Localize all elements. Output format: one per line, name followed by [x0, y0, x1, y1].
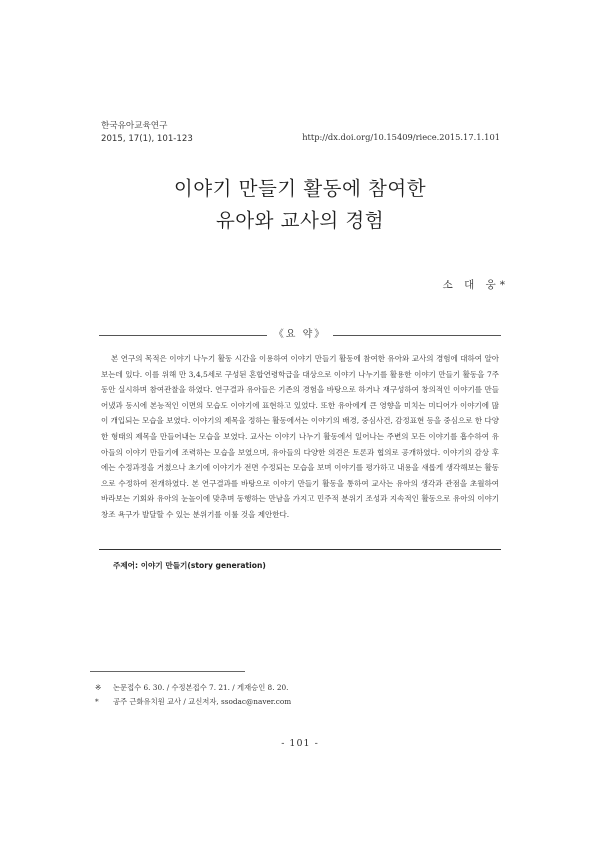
abstract-heading: [99, 328, 501, 342]
paper-title-line2: 유아와 교사의 경험: [215, 209, 385, 232]
paper-title-line1: 이야기 만들기 활동에 참여한: [173, 177, 427, 200]
footnote-mark: *: [95, 697, 99, 706]
abstract-rule-right: [333, 335, 501, 336]
footnote-text: 공주 근화유치원 교사 / 교신저자, ssodac@naver.com: [113, 697, 292, 706]
journal-citation: 2015, 17(1), 101-123: [101, 133, 193, 144]
footnote-mark: ※: [95, 683, 102, 692]
journal-header: [101, 120, 193, 145]
footnote-submission: [95, 683, 288, 693]
keywords-label: 주제어:: [113, 561, 139, 570]
author-name: 소 대 웅*: [442, 279, 509, 291]
doi-link[interactable]: http://dx.doi.org/10.15409/riece.2015.17.1.101: [302, 132, 500, 142]
footnote-author: [95, 697, 291, 707]
footnote-text: 논문접수 6. 30. / 수정본접수 7. 21. / 게재승인 8. 20.: [113, 683, 289, 692]
keywords-value: 이야기 만들기(story generation): [140, 561, 266, 570]
journal-name: 한국유아교육연구: [101, 121, 168, 131]
footnote-rule: [90, 671, 245, 672]
abstract-heading-label: 《요 약》: [273, 329, 327, 340]
keywords: [113, 560, 266, 571]
abstract-end-rule: [99, 549, 501, 550]
page-number: - 101 -: [281, 738, 319, 749]
abstract-body: 본 연구의 목적은 이야기 나누기 활동 시간을 이용하여 이야기 만들기 활동에 참여한 유아와 교사의 경험에 대하여 알아보는데 있다. 이를 위해 만 3,4,5세로 구성된 혼합연령학급을 대상으로 이야기 나누기를 활용한 이야기 만들기 활동을 7주 동안 실시하며 참여관찰을 하였다. 연구결과 유아들은 기존의 경험을 바탕으로 하거나 재구성하여 창의적인 이야기를 만들어냈과 동시에 본능적인 이면의 모습도 이야기에 표현하고 있었다. 또한 유아에게 큰 영향을 미치는 미디어가 이야기에 많이 개입되는 모습을 보였다. 이야기의 제목을 정하는 활동에서는 이야기의 배경, 중심사건, 감정표현 등을 중심으로 한 다양한 형태의 제목을 만들어내는 모습을 보였다. 교사는 이야기 나누기 활동에서 일어나는 주변의 모든 이야기를 흡수하여 유아들의 이야기 만들기에 조력하는 모습을 보였으며, 유아들의 다양한 의견은 토론과 협의로 공개하였다. 이야기의 감상 후에는 수정과정을 거쳤으나 초기에 이야기가 전면 수정되는 모습을 보며 이야기를 평가하고 내용을 새롭게 생각해보는 활동으로 수정하여 전개하였다. 본 연구결과를 바탕으로 이야기 만들기 활동을 통하여 교사는 유아의 생각과 관점을 초월하여 바라보는 기회와 유아의 눈높이에 맞추며 동행하는 만남을 가지고 민주적 분위기 조성과 지속적인 활동으로 유아의 이야기 창조 욕구가 발달할 수 있는 분위기를 이룰 것을 제안한다.: [101, 354, 499, 519]
